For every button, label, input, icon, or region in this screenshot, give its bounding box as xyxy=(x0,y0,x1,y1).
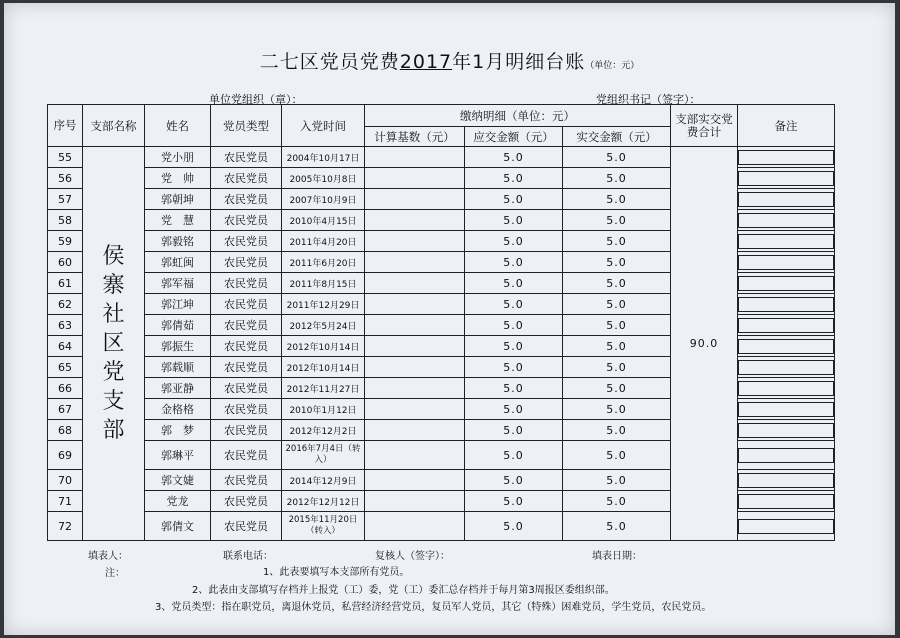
remark-box xyxy=(738,473,834,488)
note-label: 注： xyxy=(105,568,125,579)
remark-box xyxy=(738,297,834,312)
join-date-text: 2011年4月20日 xyxy=(289,237,357,248)
due-amount-cell: 5.0 xyxy=(465,512,563,541)
join-date-cell xyxy=(282,315,365,336)
join-date-cell xyxy=(282,491,365,512)
base-cell xyxy=(365,252,465,273)
phone-label: 联系电话： xyxy=(223,551,273,562)
join-date-cell xyxy=(282,168,365,189)
note-1: 1、此表要填写本支部所有党员。 xyxy=(263,567,410,578)
note-3: 3、党员类型：指在职党员，离退休党员，私营经济经营党员，复员军人党员，其它（特殊）困难党员，学生党员，农民党员。 xyxy=(155,602,712,613)
due-amount-cell: 5.0 xyxy=(465,470,563,491)
paid-amount-cell: 5.0 xyxy=(563,231,671,252)
join-date-cell xyxy=(282,252,365,273)
join-date-cell xyxy=(282,470,365,491)
join-date-cell xyxy=(282,357,365,378)
remark-box xyxy=(738,494,834,509)
seq-cell: 64 xyxy=(48,336,83,357)
seq-cell: 55 xyxy=(48,147,83,168)
branch-char: 党 xyxy=(102,360,125,385)
join-date-text: 2011年12月29日 xyxy=(286,300,360,311)
remark-cell xyxy=(738,315,835,336)
header-total: 支部实交党费合计 xyxy=(671,105,738,147)
header-seq: 序号 xyxy=(48,105,83,147)
join-date-text: 2010年1月12日 xyxy=(289,405,357,416)
join-date-text: 2007年10月9日 xyxy=(289,195,357,206)
base-cell xyxy=(365,399,465,420)
filler-label: 填表人： xyxy=(88,551,128,562)
type-cell: 农民党员 xyxy=(211,420,282,441)
base-cell xyxy=(365,231,465,252)
name-cell: 郭虹闽 xyxy=(145,252,211,273)
type-cell: 农民党员 xyxy=(211,357,282,378)
paid-amount-cell: 5.0 xyxy=(563,378,671,399)
join-date-text: 2012年11月27日 xyxy=(286,384,360,395)
remark-cell xyxy=(738,470,835,491)
seq-cell: 61 xyxy=(48,273,83,294)
paid-amount-cell: 5.0 xyxy=(563,252,671,273)
remark-box xyxy=(738,318,834,333)
header-remark: 备注 xyxy=(738,105,835,147)
type-cell: 农民党员 xyxy=(211,294,282,315)
base-cell xyxy=(365,210,465,231)
join-date-cell xyxy=(282,273,365,294)
remark-box xyxy=(738,276,834,291)
title-prefix: 二七区党员党费 xyxy=(259,51,400,73)
base-cell xyxy=(365,336,465,357)
remark-box xyxy=(738,519,834,534)
join-date-text: 2015年11月20日 xyxy=(288,515,358,525)
base-cell xyxy=(365,420,465,441)
branch-char: 寨 xyxy=(102,273,125,298)
due-amount-cell: 5.0 xyxy=(465,441,563,470)
base-cell xyxy=(365,512,465,541)
remark-cell xyxy=(738,357,835,378)
page-title xyxy=(4,47,895,74)
name-cell: 郭倩文 xyxy=(145,512,211,541)
remark-cell xyxy=(738,231,835,252)
remark-cell xyxy=(738,491,835,512)
join-date-text: 2004年10月17日 xyxy=(286,153,360,164)
remark-cell xyxy=(738,336,835,357)
remark-box xyxy=(738,381,834,396)
due-amount-cell: 5.0 xyxy=(465,147,563,168)
remark-cell xyxy=(738,399,835,420)
name-cell: 郭琳平 xyxy=(145,441,211,470)
header-due: 应交金额（元） xyxy=(465,127,563,147)
paid-amount-cell: 5.0 xyxy=(563,168,671,189)
header-branch: 支部名称 xyxy=(83,105,145,147)
join-date-note: 入） xyxy=(314,455,332,465)
remark-cell xyxy=(738,378,835,399)
join-date-text: 2011年6月20日 xyxy=(289,258,357,269)
paid-amount-cell: 5.0 xyxy=(563,357,671,378)
header-join: 入党时间 xyxy=(282,105,365,147)
paid-amount-cell: 5.0 xyxy=(563,336,671,357)
seq-cell: 72 xyxy=(48,512,83,541)
seq-cell: 65 xyxy=(48,357,83,378)
remark-cell xyxy=(738,168,835,189)
remark-box xyxy=(738,234,834,249)
type-cell: 农民党员 xyxy=(211,315,282,336)
seq-cell: 62 xyxy=(48,294,83,315)
base-cell xyxy=(365,168,465,189)
join-date-cell xyxy=(282,512,365,541)
name-cell: 党龙 xyxy=(145,491,211,512)
paid-amount-cell: 5.0 xyxy=(563,315,671,336)
branch-total-cell: 90.0 xyxy=(671,147,738,541)
type-cell: 农民党员 xyxy=(211,273,282,294)
remark-box xyxy=(738,360,834,375)
remark-box xyxy=(738,339,834,354)
remark-cell xyxy=(738,512,835,541)
due-amount-cell: 5.0 xyxy=(465,315,563,336)
due-amount-cell: 5.0 xyxy=(465,273,563,294)
seq-cell: 66 xyxy=(48,378,83,399)
join-date-text: 2011年8月15日 xyxy=(289,279,357,290)
branch-char: 社 xyxy=(102,302,125,327)
remark-cell xyxy=(738,273,835,294)
due-amount-cell: 5.0 xyxy=(465,420,563,441)
title-year: 2017 xyxy=(399,51,453,73)
remark-cell xyxy=(738,252,835,273)
join-date-text: 2012年12月12日 xyxy=(286,497,360,508)
paid-amount-cell: 5.0 xyxy=(563,399,671,420)
join-date-cell xyxy=(282,441,365,470)
join-date-cell xyxy=(282,336,365,357)
seq-cell: 57 xyxy=(48,189,83,210)
header-name: 姓名 xyxy=(145,105,211,147)
type-cell: 农民党员 xyxy=(211,336,282,357)
join-date-cell xyxy=(282,231,365,252)
type-cell: 农民党员 xyxy=(211,252,282,273)
due-amount-cell: 5.0 xyxy=(465,336,563,357)
join-date-text: 2016年7月4日（转 xyxy=(285,444,361,454)
type-cell: 农民党员 xyxy=(211,491,282,512)
base-cell xyxy=(365,294,465,315)
reviewer-label: 复核人（签字）： xyxy=(375,551,450,562)
header-payment: 缴纳明细（单位：元） xyxy=(365,105,671,127)
paid-amount-cell: 5.0 xyxy=(563,147,671,168)
name-cell: 郭倩茹 xyxy=(145,315,211,336)
seq-cell: 60 xyxy=(48,252,83,273)
branch-char: 支 xyxy=(102,389,125,414)
header-paid: 实交金额（元） xyxy=(563,127,671,147)
seq-cell: 71 xyxy=(48,491,83,512)
seq-cell: 68 xyxy=(48,420,83,441)
due-amount-cell: 5.0 xyxy=(465,491,563,512)
title-suffix: 年1月明细台账 xyxy=(452,51,586,73)
header-base: 计算基数（元） xyxy=(365,127,465,147)
paid-amount-cell: 5.0 xyxy=(563,470,671,491)
remark-cell xyxy=(738,420,835,441)
title-unit: （单位：元） xyxy=(585,61,640,71)
base-cell xyxy=(365,189,465,210)
name-cell: 郭江坤 xyxy=(145,294,211,315)
base-cell xyxy=(365,315,465,336)
remark-cell xyxy=(738,147,835,168)
remark-box xyxy=(738,448,834,463)
join-date-cell xyxy=(282,420,365,441)
remark-box xyxy=(738,150,834,165)
due-amount-cell: 5.0 xyxy=(465,357,563,378)
join-date-text: 2014年12月9日 xyxy=(289,476,357,487)
type-cell: 农民党员 xyxy=(211,147,282,168)
ledger-table xyxy=(47,104,835,541)
seq-cell: 56 xyxy=(48,168,83,189)
name-cell: 郭朝坤 xyxy=(145,189,211,210)
secretary-signature-label: 党组织书记（签字）： xyxy=(596,93,701,106)
branch-char: 部 xyxy=(102,418,125,443)
seq-cell: 70 xyxy=(48,470,83,491)
base-cell xyxy=(365,147,465,168)
name-cell: 金格格 xyxy=(145,399,211,420)
remark-box xyxy=(738,423,834,438)
branch-name-cell xyxy=(83,147,145,541)
name-cell: 郭文婕 xyxy=(145,470,211,491)
due-amount-cell: 5.0 xyxy=(465,168,563,189)
remark-box xyxy=(738,255,834,270)
type-cell: 农民党员 xyxy=(211,210,282,231)
name-cell: 党 慧 xyxy=(145,210,211,231)
remark-cell xyxy=(738,441,835,470)
join-date-text: 2012年12月2日 xyxy=(289,426,357,437)
join-date-cell xyxy=(282,147,365,168)
org-seal-label: 单位党组织（章）： xyxy=(209,93,303,106)
join-date-cell xyxy=(282,189,365,210)
due-amount-cell: 5.0 xyxy=(465,378,563,399)
seq-cell: 59 xyxy=(48,231,83,252)
note-2: 2、此表由支部填写存档并上报党（工）委，党（工）委汇总存档并于每月第3周报区委组织部。 xyxy=(192,585,615,596)
due-amount-cell: 5.0 xyxy=(465,252,563,273)
remark-box xyxy=(738,171,834,186)
base-cell xyxy=(365,491,465,512)
remark-cell xyxy=(738,189,835,210)
base-cell xyxy=(365,441,465,470)
due-amount-cell: 5.0 xyxy=(465,399,563,420)
seq-cell: 69 xyxy=(48,441,83,470)
due-amount-cell: 5.0 xyxy=(465,294,563,315)
type-cell: 农民党员 xyxy=(211,512,282,541)
due-amount-cell: 5.0 xyxy=(465,231,563,252)
paid-amount-cell: 5.0 xyxy=(563,441,671,470)
paid-amount-cell: 5.0 xyxy=(563,294,671,315)
remark-box xyxy=(738,192,834,207)
due-amount-cell: 5.0 xyxy=(465,189,563,210)
join-date-text: 2012年10月14日 xyxy=(286,363,360,374)
name-cell: 郭毅铭 xyxy=(145,231,211,252)
join-date-cell xyxy=(282,378,365,399)
join-date-note: （转入） xyxy=(305,526,340,536)
base-cell xyxy=(365,470,465,491)
base-cell xyxy=(365,378,465,399)
base-cell xyxy=(365,357,465,378)
type-cell: 农民党员 xyxy=(211,378,282,399)
seq-cell: 63 xyxy=(48,315,83,336)
join-date-text: 2012年10月14日 xyxy=(286,342,360,353)
join-date-text: 2012年5月24日 xyxy=(289,321,357,332)
join-date-cell xyxy=(282,294,365,315)
seq-cell: 67 xyxy=(48,399,83,420)
join-date-text: 2005年10月8日 xyxy=(289,174,357,185)
type-cell: 农民党员 xyxy=(211,470,282,491)
join-date-cell xyxy=(282,210,365,231)
type-cell: 农民党员 xyxy=(211,231,282,252)
name-cell: 郭振生 xyxy=(145,336,211,357)
type-cell: 农民党员 xyxy=(211,441,282,470)
remark-box xyxy=(738,213,834,228)
fill-date-label: 填表日期： xyxy=(592,551,642,562)
due-amount-cell: 5.0 xyxy=(465,210,563,231)
name-cell: 郭亚静 xyxy=(145,378,211,399)
type-cell: 农民党员 xyxy=(211,399,282,420)
join-date-text: 2010年4月15日 xyxy=(289,216,357,227)
remark-cell xyxy=(738,294,835,315)
name-cell: 党 帅 xyxy=(145,168,211,189)
join-date-cell xyxy=(282,399,365,420)
remark-cell xyxy=(738,210,835,231)
paid-amount-cell: 5.0 xyxy=(563,210,671,231)
branch-char: 区 xyxy=(102,331,125,356)
type-cell: 农民党员 xyxy=(211,168,282,189)
type-cell: 农民党员 xyxy=(211,189,282,210)
table-row xyxy=(48,147,835,168)
header-type: 党员类型 xyxy=(211,105,282,147)
paid-amount-cell: 5.0 xyxy=(563,491,671,512)
seq-cell: 58 xyxy=(48,210,83,231)
name-cell: 郭载顺 xyxy=(145,357,211,378)
branch-char: 侯 xyxy=(102,244,125,269)
paid-amount-cell: 5.0 xyxy=(563,189,671,210)
name-cell: 党小朋 xyxy=(145,147,211,168)
name-cell: 郭军福 xyxy=(145,273,211,294)
paid-amount-cell: 5.0 xyxy=(563,273,671,294)
base-cell xyxy=(365,273,465,294)
paid-amount-cell: 5.0 xyxy=(563,420,671,441)
remark-box xyxy=(738,402,834,417)
paid-amount-cell: 5.0 xyxy=(563,512,671,541)
name-cell: 郭 梦 xyxy=(145,420,211,441)
